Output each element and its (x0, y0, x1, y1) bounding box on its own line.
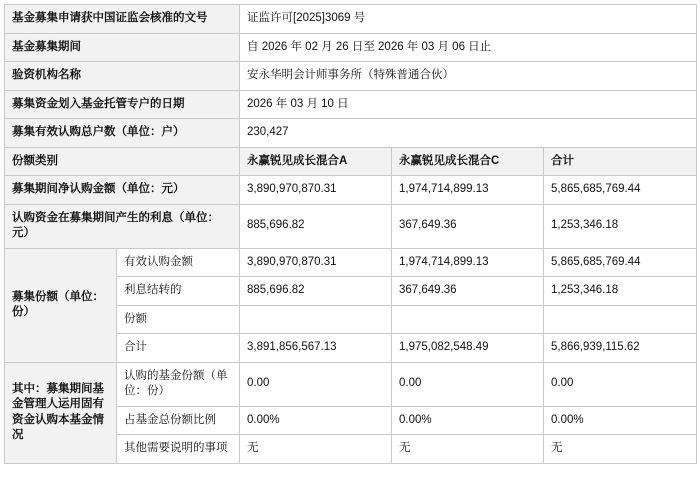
fund-raising-table (4, 4, 697, 464)
row-label: 基金募集申请获中国证监会核准的文号 (5, 5, 240, 34)
cell-class-a: 0.00% (240, 406, 392, 435)
table-row (5, 90, 697, 119)
cell-class-a: 无 (240, 435, 392, 464)
row-sublabel: 合计 (117, 334, 240, 363)
cell-class-c: 367,649.36 (392, 277, 544, 306)
column-header-total: 合计 (544, 147, 697, 176)
row-label: 募集期间净认购金额（单位：元） (5, 176, 240, 205)
cell-class-c: 1,974,714,899.13 (392, 176, 544, 205)
cell-total: 1,253,346.18 (544, 204, 697, 248)
cell-class-c: 无 (392, 435, 544, 464)
row-sublabel: 份额 (117, 305, 240, 334)
cell-class-a: 0.00 (240, 362, 392, 406)
row-sublabel: 认购的基金份额（单位：份） (117, 362, 240, 406)
row-label: 募集有效认购总户数（单位：户） (5, 119, 240, 148)
cell-total: 5,865,685,769.44 (544, 248, 697, 277)
column-header-class-c: 永赢锐见成长混合C (392, 147, 544, 176)
row-sublabel: 占基金总份额比例 (117, 406, 240, 435)
table-row (5, 5, 697, 34)
cell-total: 1,253,346.18 (544, 277, 697, 306)
cell-class-c: 1,975,082,548.49 (392, 334, 544, 363)
table-row (5, 33, 697, 62)
cell-total: 0.00 (544, 362, 697, 406)
row-sublabel: 有效认购金额 (117, 248, 240, 277)
row-value: 证监许可[2025]3069 号 (240, 5, 697, 34)
cell-total: 0.00% (544, 406, 697, 435)
cell-class-c: 0.00% (392, 406, 544, 435)
cell-class-c: 367,649.36 (392, 204, 544, 248)
cell-class-a: 885,696.82 (240, 277, 392, 306)
cell-total: 5,866,939,115.62 (544, 334, 697, 363)
table-row (5, 176, 697, 205)
row-label: 认购资金在募集期间产生的利息（单位：元） (5, 204, 240, 248)
row-value: 230,427 (240, 119, 697, 148)
cell-total: 无 (544, 435, 697, 464)
table-row (5, 204, 697, 248)
cell-class-a: 3,891,856,567.13 (240, 334, 392, 363)
table-row (5, 362, 697, 406)
cell-class-a: 885,696.82 (240, 204, 392, 248)
cell-class-c (392, 305, 544, 334)
row-group-label: 其中：募集期间基金管理人运用固有资金认购本基金情况 (5, 362, 117, 463)
row-value: 安永华明会计师事务所（特殊普通合伙） (240, 62, 697, 91)
cell-class-c: 0.00 (392, 362, 544, 406)
cell-total: 5,865,685,769.44 (544, 176, 697, 205)
document-page (0, 4, 700, 487)
table-row (5, 62, 697, 91)
column-header-category: 份额类别 (5, 147, 240, 176)
table-row (5, 119, 697, 148)
row-value: 自 2026 年 02 月 26 日至 2026 年 03 月 06 日止 (240, 33, 697, 62)
cell-class-a: 3,890,970,870.31 (240, 176, 392, 205)
row-value: 2026 年 03 月 10 日 (240, 90, 697, 119)
column-header-class-a: 永赢锐见成长混合A (240, 147, 392, 176)
cell-total (544, 305, 697, 334)
row-sublabel: 利息结转的 (117, 277, 240, 306)
row-label: 募集资金划入基金托管专户的日期 (5, 90, 240, 119)
table-header-row (5, 147, 697, 176)
row-label: 基金募集期间 (5, 33, 240, 62)
table-row (5, 248, 697, 277)
row-group-label: 募集份额（单位：份） (5, 248, 117, 362)
cell-class-a (240, 305, 392, 334)
row-sublabel: 其他需要说明的事项 (117, 435, 240, 464)
row-label: 验资机构名称 (5, 62, 240, 91)
cell-class-a: 3,890,970,870.31 (240, 248, 392, 277)
cell-class-c: 1,974,714,899.13 (392, 248, 544, 277)
